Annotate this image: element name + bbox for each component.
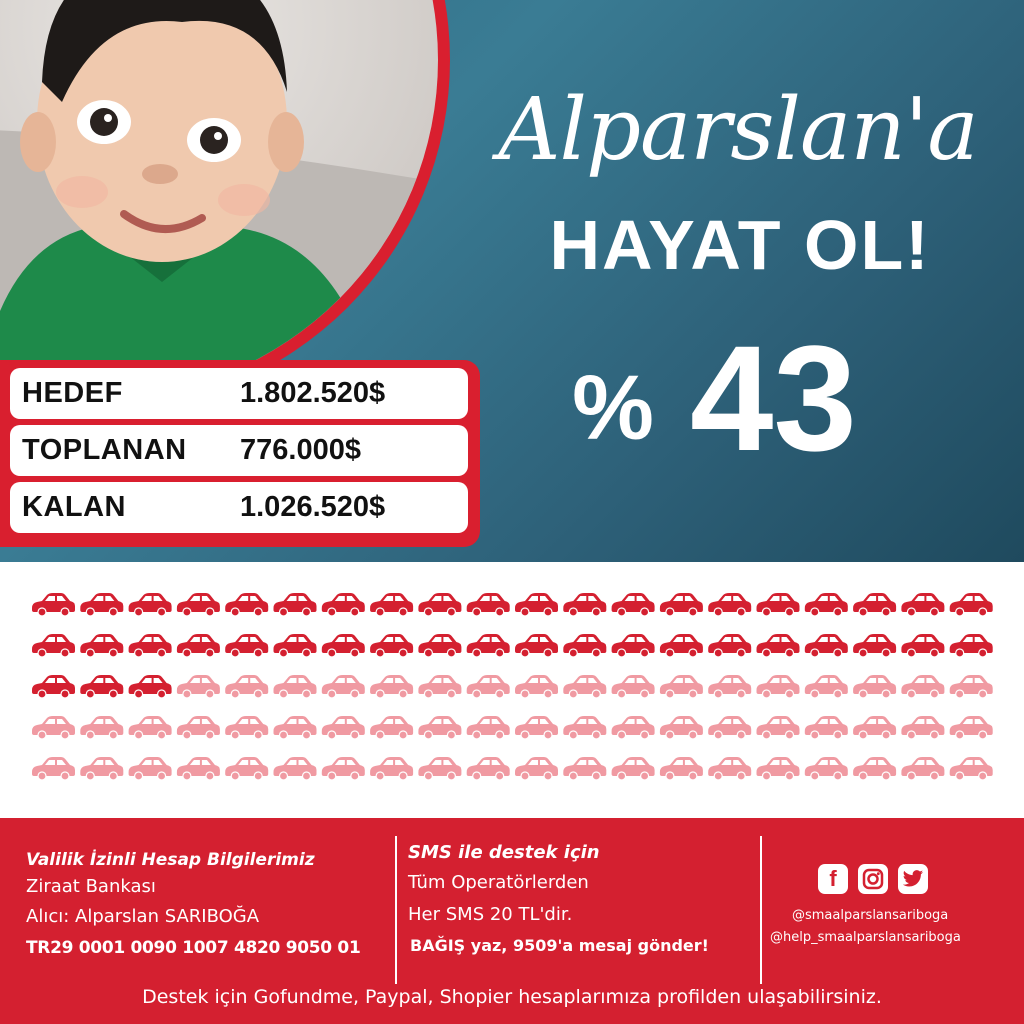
car-icon-empty [80,716,123,740]
car-icon-empty [515,716,558,740]
car-icon-empty [418,675,461,699]
car-icon-empty [612,675,655,699]
car-icon-empty [950,675,993,699]
car-icon-filled [418,634,461,658]
sms-line: Tüm Operatörlerden [408,872,589,893]
stat-label: KALAN [22,491,126,523]
car-icon-empty [612,757,655,781]
car-icon-empty [853,675,896,699]
car-icon-filled [853,593,896,617]
percent-value: 43 [690,314,857,482]
car-icon-empty [418,716,461,740]
car-icon-filled [177,593,220,617]
car-icon-empty [32,716,75,740]
car-icon-empty [274,675,317,699]
car-icon-filled [563,593,606,617]
car-icon-empty [274,716,317,740]
car-icon-empty [708,675,751,699]
car-icon-empty [370,757,413,781]
column-divider [760,836,762,984]
car-icon-filled [708,634,751,658]
car-icon-filled [32,593,75,617]
car-icon-filled [515,634,558,658]
car-icon-empty [467,716,510,740]
sms-line: Her SMS 20 TL'dir. [408,904,573,925]
car-icon-empty [660,675,703,699]
campaign-title-main: HAYAT OL! [549,206,931,284]
car-icon-filled [467,593,510,617]
car-icon-filled [757,593,800,617]
social-handle[interactable]: @help_smaalparslansariboga [770,930,961,945]
twitter-icon[interactable] [898,864,928,894]
car-icon-filled [32,634,75,658]
percent-sign: % [572,357,654,459]
progress-car-grid [0,562,1024,818]
car-icon-empty [225,675,268,699]
instagram-icon[interactable] [858,864,888,894]
car-icon-empty [370,716,413,740]
car-icon-empty [129,757,172,781]
car-icon-empty [805,716,848,740]
car-icon-empty [225,716,268,740]
car-icon-filled [757,634,800,658]
stat-value: 1.802.520$ [240,377,386,409]
car-icon-empty [660,757,703,781]
car-icon-empty [950,757,993,781]
car-icon-filled [901,593,944,617]
social-icons [818,864,928,896]
sms-instruction: BAĞIŞ yaz, 9509'a mesaj gönder! [410,936,709,955]
car-icon-empty [901,716,944,740]
car-icon-empty [80,757,123,781]
car-icon-empty [129,716,172,740]
car-icon-empty [274,757,317,781]
car-icon-empty [177,675,220,699]
stat-label: HEDEF [22,377,123,409]
car-icon-filled [950,634,993,658]
car-icon-empty [757,716,800,740]
car-icon-filled [467,634,510,658]
stat-row-target [10,368,468,419]
car-icon-empty [563,675,606,699]
donation-stats [0,360,480,547]
car-icon-empty [515,757,558,781]
car-icon-filled [322,593,365,617]
stat-label: TOPLANAN [22,434,187,466]
car-icon-filled [370,593,413,617]
car-icon-empty [563,757,606,781]
car-icon-empty [467,675,510,699]
car-icon-empty [32,757,75,781]
bank-recipient: Alıcı: Alparslan SARIBOĞA [26,906,260,927]
car-icon-filled [80,675,123,699]
car-icon-empty [708,716,751,740]
car-icon-filled [853,634,896,658]
car-icon-filled [177,634,220,658]
car-icon-filled [129,634,172,658]
campaign-title-script: Alparslan'a [498,80,978,180]
child-photo [0,0,438,398]
car-icon-filled [901,634,944,658]
car-icon-empty [757,675,800,699]
social-handle[interactable]: @smaalparslansariboga [792,908,949,923]
car-icon-empty [660,716,703,740]
car-icon-empty [805,757,848,781]
car-icon-filled [129,675,172,699]
car-icon-empty [563,716,606,740]
car-icon-filled [32,675,75,699]
car-icon-empty [515,675,558,699]
car-icon-filled [370,634,413,658]
facebook-icon[interactable]: f [818,864,848,894]
car-icon-filled [950,593,993,617]
car-icon-filled [418,593,461,617]
car-icon-empty [322,675,365,699]
car-icon-empty [901,757,944,781]
car-icon-filled [225,634,268,658]
bank-name: Ziraat Bankası [26,876,156,897]
stat-row-collected [10,425,468,476]
car-icon-filled [129,593,172,617]
car-icon-filled [80,593,123,617]
car-icon-filled [708,593,751,617]
car-icon-empty [950,716,993,740]
car-icon-empty [467,757,510,781]
bank-section-title: Valilik İzinli Hesap Bilgilerimiz [26,850,315,870]
car-icon-filled [563,634,606,658]
car-icon-empty [370,675,413,699]
car-icon-empty [805,675,848,699]
car-icon-empty [708,757,751,781]
stat-row-remaining [10,482,468,533]
car-icon-empty [177,716,220,740]
car-icon-empty [322,716,365,740]
car-icon-empty [225,757,268,781]
car-icon-empty [853,716,896,740]
sms-section-title: SMS ile destek için [408,842,600,863]
car-icon-filled [225,593,268,617]
car-icon-empty [322,757,365,781]
car-icon-filled [660,634,703,658]
stat-value: 776.000$ [240,434,361,466]
car-icon-empty [901,675,944,699]
car-icon-filled [612,593,655,617]
car-icon-filled [515,593,558,617]
car-icon-empty [418,757,461,781]
car-icon-empty [757,757,800,781]
column-divider [395,836,397,984]
car-icon-filled [80,634,123,658]
car-icon-filled [274,593,317,617]
car-icon-empty [612,716,655,740]
car-icon-filled [805,593,848,617]
footer-note: Destek için Gofundme, Paypal, Shopier hesaplarımıza profilden ulaşabilirsiniz. [142,986,882,1008]
info-footer [0,818,1024,1024]
bank-iban: TR29 0001 0090 1007 4820 9050 01 [26,938,361,958]
car-icon-filled [660,593,703,617]
car-icon-filled [322,634,365,658]
car-icon-empty [853,757,896,781]
car-icon-filled [805,634,848,658]
car-icon-filled [274,634,317,658]
stat-value: 1.026.520$ [240,491,386,523]
car-icon-empty [177,757,220,781]
car-icon-filled [612,634,655,658]
